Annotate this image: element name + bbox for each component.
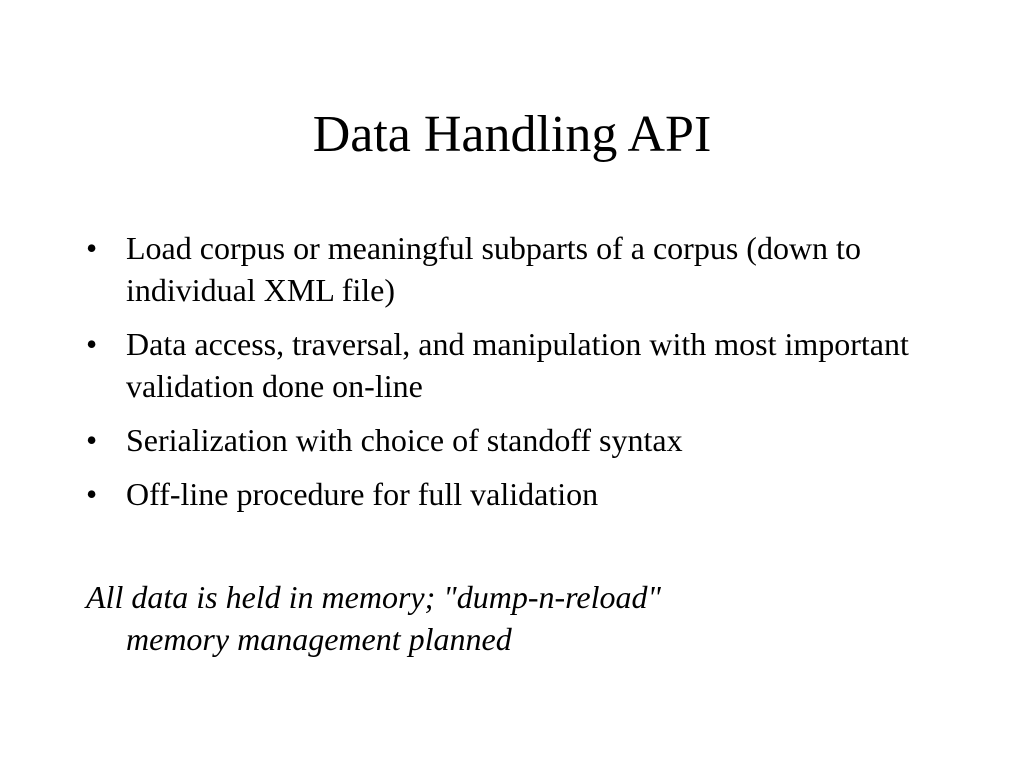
bullet-icon: • — [86, 476, 98, 512]
bullet-text: Off-line procedure for full validation — [126, 476, 599, 512]
bullet-icon: • — [86, 422, 98, 458]
bullet-item — [86, 473, 956, 515]
memory-note-line: All data is held in memory; "dump-n-reload" — [86, 579, 661, 615]
memory-note-line: memory management planned — [126, 621, 512, 657]
bullet-icon: • — [86, 326, 98, 362]
bullet-text: Data access, traversal, and manipulation with most important validation done on-line — [126, 326, 909, 404]
bullet-item — [86, 419, 956, 461]
bullet-item — [86, 227, 956, 311]
bullet-text: Load corpus or meaningful subparts of a corpus (down to individual XML file) — [126, 230, 861, 308]
bullet-text: Serialization with choice of standoff syntax — [126, 422, 683, 458]
bullet-list — [86, 227, 956, 527]
bullet-icon: • — [86, 230, 98, 266]
slide-title: Data Handling API — [312, 106, 712, 163]
bullet-item — [86, 323, 956, 407]
memory-note — [86, 576, 946, 660]
